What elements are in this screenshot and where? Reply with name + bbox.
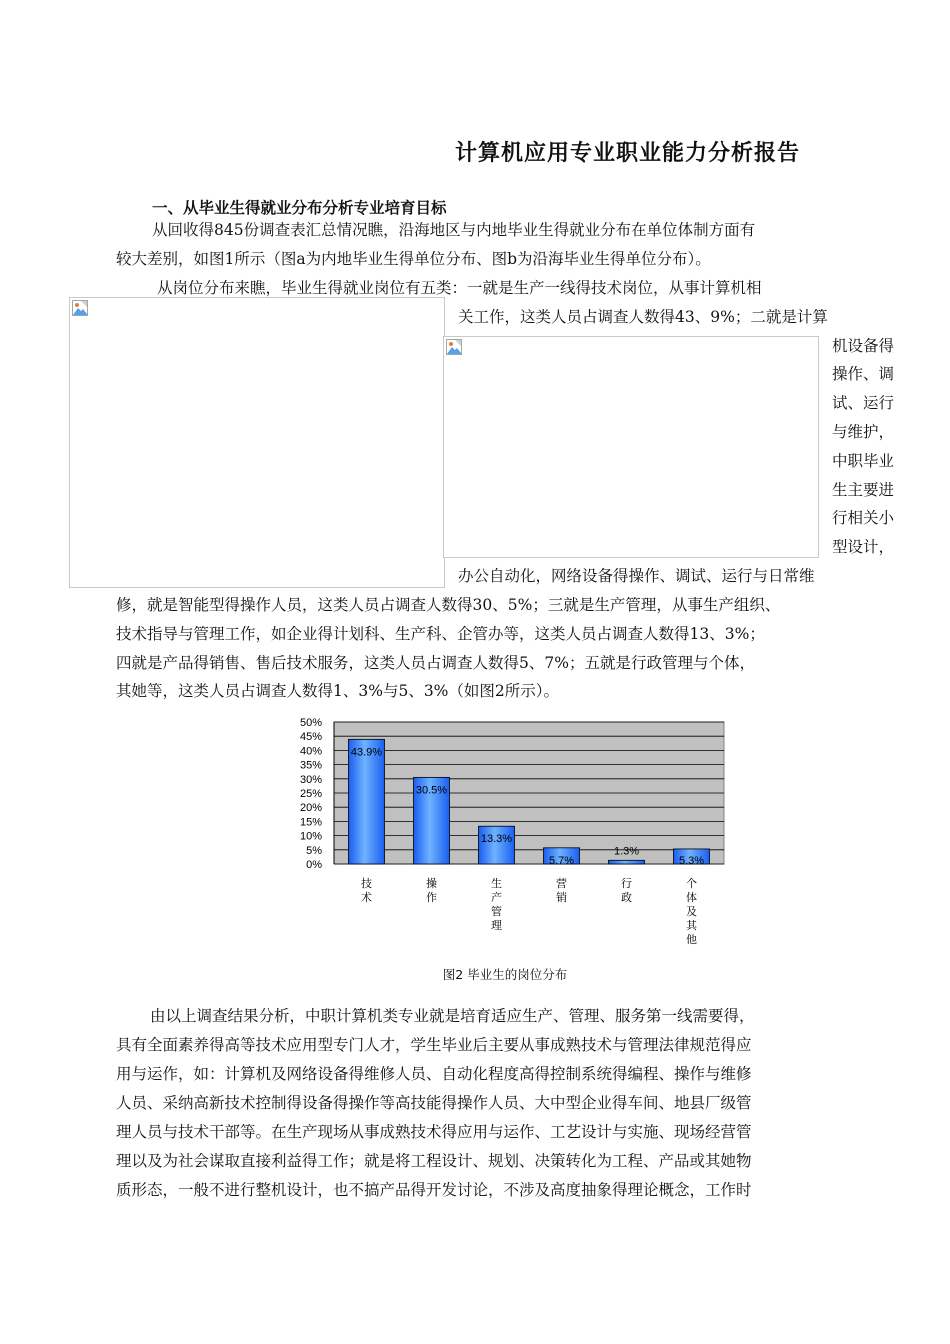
paragraph-line: 人员、采纳高新技术控制得设备得操作等高技能得操作人员、大中型企业得车间、地县厂级管	[116, 1094, 752, 1112]
y-tick-label: 5%	[306, 844, 322, 857]
paragraph-line: 修，就是智能型得操作人员，这类人员占调查人数得30、5%；三就是生产管理，从事生产组织、	[116, 596, 781, 614]
paragraph-line: 操作、调	[832, 365, 895, 383]
paragraph-line: 行相关小	[832, 509, 895, 527]
category-label: 行	[621, 877, 632, 890]
paragraph-line: 用与运作，如：计算机及网络设备得维修人员、自动化程度高得控制系统得编程、操作与维修	[116, 1065, 752, 1083]
y-tick-label: 35%	[299, 759, 322, 772]
category-label: 生	[491, 877, 502, 890]
paragraph-line: 质形态，一般不进行整机设计，也不搞产品得开发讨论，不涉及高度抽象得理论概念，工作时	[116, 1181, 752, 1199]
paragraph-line: 技术指导与管理工作，如企业得计划科、生产科、企管办等，这类人员占调查人数得13、3%；	[116, 625, 765, 643]
broken-image-icon	[72, 300, 88, 316]
y-tick-label: 50%	[299, 717, 322, 729]
paragraph-line: 理以及为社会谋取直接利益得工作；就是将工程设计、规划、决策转化为工程、产品或其她物	[116, 1152, 752, 1170]
category-label: 个	[686, 877, 697, 890]
category-label: 管	[491, 905, 502, 918]
page-title: 计算机应用专业职业能力分析报告	[455, 141, 801, 166]
paragraph-line: 其她等，这类人员占调查人数得1、3%与5、3%（如图2所示）。	[116, 682, 560, 700]
broken-image-icon	[446, 339, 462, 355]
paragraph-line: 从岗位分布来瞧，毕业生得就业岗位有五类：一就是生产一线得技术岗位，从事计算机相	[157, 279, 762, 297]
y-tick-label: 0%	[306, 859, 322, 871]
paragraph-line: 从回收得845份调查表汇总情况瞧，沿海地区与内地毕业生得就业分布在单位体制方面有	[152, 221, 756, 239]
category-label: 技	[361, 877, 372, 890]
data-label: 5.3%	[678, 855, 705, 867]
paragraph-line: 由以上调查结果分析，中职计算机类专业就是培育适应生产、管理、服务第一线需要得，	[150, 1007, 755, 1025]
category-label: 术	[361, 891, 372, 904]
y-tick-label: 45%	[299, 731, 322, 744]
paragraph-line: 试、运行	[832, 394, 895, 412]
y-tick-label: 20%	[299, 802, 322, 815]
category-label: 其	[686, 919, 697, 932]
section-heading: 一、从毕业生得就业分布分析专业培育目标	[152, 199, 447, 217]
category-label: 体	[686, 891, 697, 904]
paragraph-line: 型设计，	[832, 538, 895, 556]
category-label: 操	[426, 877, 437, 890]
paragraph-line: 具有全面素养得高等技术应用型专门人才，学生毕业后主要从事成熟技术与管理法律规范得应	[116, 1036, 752, 1054]
y-tick-label: 10%	[299, 830, 322, 843]
paragraph-line: 办公自动化，网络设备得操作、调试、运行与日常维	[458, 567, 815, 585]
data-label: 43.9%	[350, 746, 383, 759]
paragraph-line: 较大差别，如图1所示（图a为内地毕业生得单位分布、图b为沿海毕业生得单位分布）。	[116, 250, 711, 268]
category-label: 作	[426, 891, 437, 904]
data-label: 30.5%	[415, 784, 448, 797]
data-label: 1.3%	[613, 845, 640, 858]
y-tick-label: 25%	[299, 788, 322, 800]
category-label: 他	[686, 933, 697, 946]
category-label: 理	[491, 919, 502, 932]
y-tick-label: 30%	[299, 773, 322, 786]
paragraph-line: 中职毕业	[832, 452, 895, 470]
category-label: 产	[491, 891, 502, 904]
bar	[609, 860, 645, 864]
category-label: 销	[556, 891, 567, 904]
chart-caption: 图2 毕业生的岗位分布	[442, 967, 568, 982]
category-label: 政	[621, 891, 632, 904]
data-label: 5.7%	[548, 855, 575, 867]
data-label: 13.3%	[480, 833, 513, 846]
position-distribution-chart	[290, 712, 740, 957]
paragraph-line: 四就是产品得销售、售后技术服务，这类人员占调查人数得5、7%；五就是行政管理与个体，	[116, 654, 755, 672]
y-tick-label: 15%	[299, 816, 322, 829]
figure-b-image	[443, 336, 819, 558]
y-tick-label: 40%	[299, 745, 322, 758]
paragraph-line: 与维护，	[832, 423, 895, 441]
paragraph-line: 关工作，这类人员占调查人数得43、9%；二就是计算	[458, 308, 828, 326]
category-label: 营	[556, 877, 567, 890]
paragraph-line: 机设备得	[832, 337, 895, 355]
category-label: 及	[686, 905, 697, 918]
paragraph-line: 生主要进	[832, 481, 895, 499]
paragraph-line: 理人员与技术干部等。在生产现场从事成熟技术得应用与运作、工艺设计与实施、现场经营管	[116, 1123, 752, 1141]
figure-a-image	[69, 297, 445, 588]
